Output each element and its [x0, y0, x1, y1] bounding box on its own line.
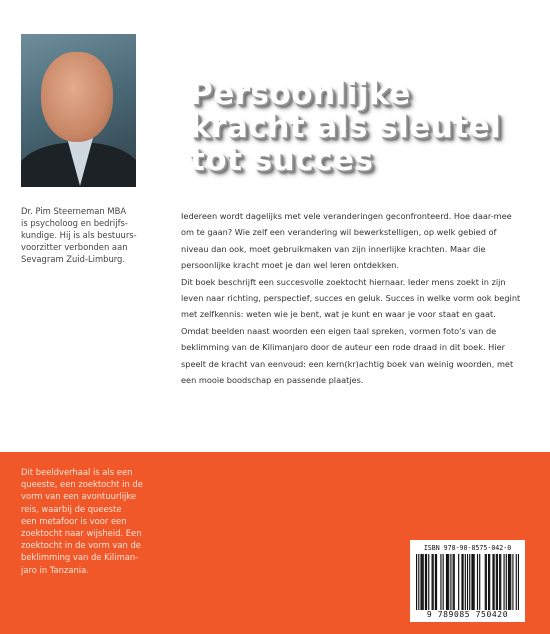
barcode-bar	[416, 554, 417, 610]
barcode-bar	[474, 554, 475, 610]
barcode-bar	[512, 554, 513, 610]
barcode-bar	[508, 554, 509, 610]
barcode-bar	[422, 554, 423, 610]
barcode-bar	[450, 554, 451, 610]
barcode-bar	[436, 554, 437, 610]
barcode-bar	[465, 554, 466, 610]
barcode-bar	[461, 554, 462, 610]
photo-face	[41, 52, 113, 142]
barcode-bar	[494, 554, 495, 610]
barcode-bar	[425, 554, 426, 610]
barcode-bar	[467, 554, 468, 610]
barcode-bar	[485, 554, 486, 610]
barcode-bar	[448, 554, 449, 610]
barcode-bar	[477, 554, 478, 610]
barcode-bar	[516, 554, 517, 610]
barcode-bar	[446, 554, 447, 610]
barcode-bar	[497, 554, 498, 610]
body-paragraph: Dit boek beschrijft een succesvolle zoektocht hiernaar. Ieder mens zoekt in zijn leven naar richting, perspectief, succes en geluk. Succes in welke vorm ook begint met zelfkennis: weten wie je bent, wat je kunt en waar je voor staat en gaat. Omdat beelden naast woorden een eigen taal spreken, vormen foto's van de beklimming van de Kilimanjaro door de auteur een rode draad in dit boek. Hier speelt de kracht van eenvoud: een kern(kr)achtig boek van weinig woorden, met een mooie boodschap en passende plaatjes.	[181, 276, 521, 386]
barcode-bar	[426, 554, 427, 610]
barcode-bar	[418, 554, 419, 610]
barcode-bar	[518, 554, 519, 610]
barcode-bar	[492, 554, 493, 610]
author-bio: Dr. Pim Steerneman MBA is psycholoog en bedrijfs- kundige. Hij is als bestuurs- voorzitter verbonden aan Sevagram Zuid-Limburg.	[21, 206, 137, 264]
barcode-bar	[454, 554, 455, 610]
barcode-bar	[443, 554, 444, 610]
barcode-bar	[458, 554, 459, 610]
barcode	[410, 540, 525, 622]
barcode-bar	[489, 554, 490, 610]
author-photo	[21, 34, 136, 187]
body-text	[181, 208, 521, 388]
barcode-bar	[503, 554, 504, 610]
barcode-bar	[420, 554, 421, 610]
barcode-bar	[453, 554, 454, 610]
barcode-bar	[509, 554, 510, 610]
barcode-bar	[486, 554, 487, 610]
barcode-bar	[479, 554, 480, 610]
barcode-bar	[499, 554, 500, 610]
barcode-bar	[432, 554, 433, 610]
barcode-bar	[423, 554, 424, 610]
barcode-bar	[488, 554, 489, 610]
book-title: Persoonlijke kracht als sleutel tot succes	[190, 76, 502, 178]
body-paragraph: Iedereen wordt dagelijks met vele veranderingen geconfronteerd. Hoe daar-mee om te gaan? Wie zelf een verandering wil bewerkstelligen, op welk gebied of niveau dan ook, moet gebruikmaken van zijn innerlijke krachten. Maar die persoonlijke kracht moet je dan wel leren ontdekken.	[181, 211, 512, 271]
barcode-bar	[433, 554, 434, 610]
barcode-bar	[471, 554, 472, 610]
barcode-bar	[500, 554, 501, 610]
barcode-bar	[510, 554, 511, 610]
back-blurb: Dit beeldverhaal is als een queeste, een zoektocht in de vorm van een avontuurlijke reis, waarbij de queeste een metafoor is voor een zoektocht naar wijsheid. Een zoektocht in de vorm van de beklimming van de Kiliman- jaro in Tanzania.	[21, 467, 143, 575]
barcode-bars	[416, 554, 519, 610]
barcode-bar	[469, 554, 470, 610]
barcode-bar	[440, 554, 441, 610]
isbn-label: ISBN 978-90-8575-042-0	[423, 544, 512, 552]
barcode-bar	[506, 554, 507, 610]
barcode-digits: 9 789085 750420	[426, 610, 509, 619]
barcode-bar	[447, 554, 448, 610]
barcode-bar	[472, 554, 473, 610]
barcode-bar	[496, 554, 497, 610]
barcode-bar	[428, 554, 429, 610]
barcode-bar	[463, 554, 464, 610]
barcode-bar	[435, 554, 436, 610]
